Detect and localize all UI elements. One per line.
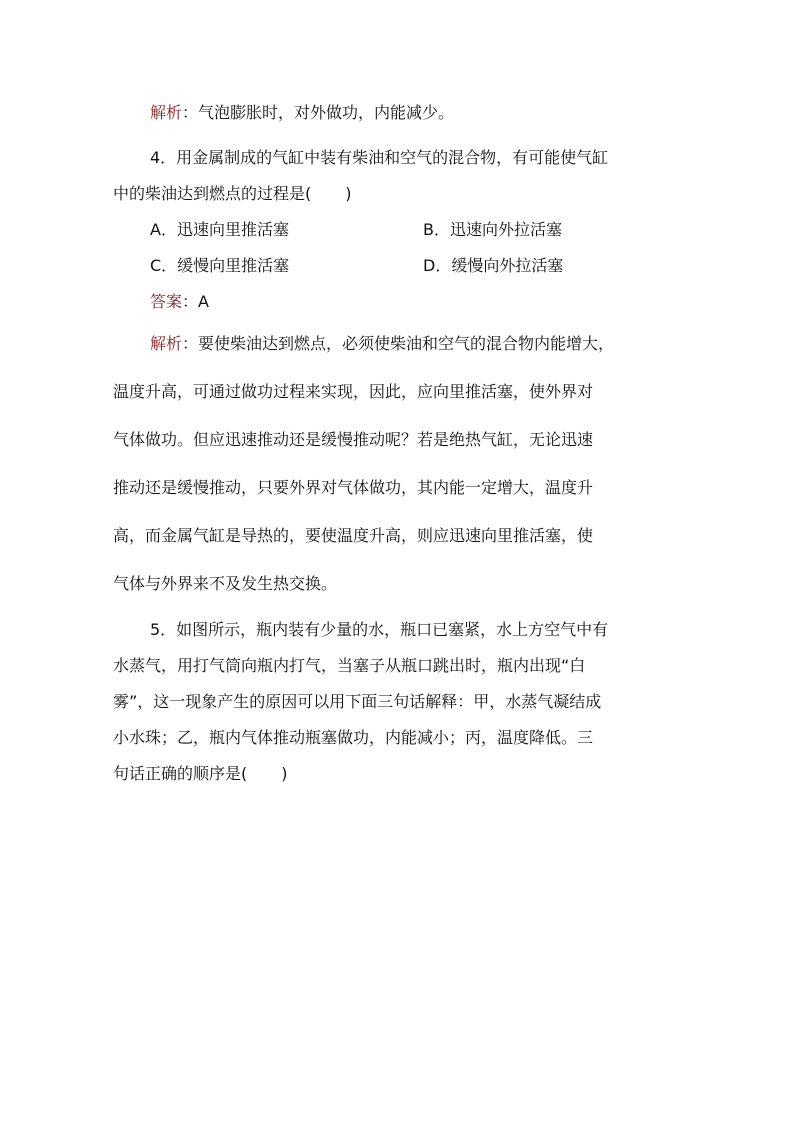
analysis-q4-line-1	[150, 334, 614, 354]
question-5-stem-end: 句话正确的顺序是(	[113, 764, 248, 783]
analysis-q4-line-5: 高，而金属气缸是导热的，要使温度升高，则应迅速向里推活塞，使	[113, 526, 594, 545]
analysis-q4-line-3: 气体做功。但应迅速推动还是缓慢推动呢？若是绝热气缸，无论迅速	[113, 430, 594, 449]
option-d: D．缓慢向外拉活塞	[423, 256, 564, 275]
answer-line	[150, 292, 209, 312]
analysis-text: 气泡膨胀时，对外做功，内能减少。	[198, 103, 455, 122]
question-5-paren-close: )	[281, 764, 288, 783]
analysis-q4-line-2: 温度升高，可通过做功过程来实现，因此，应向里推活塞，使外界对	[113, 382, 594, 401]
question-5-line-4: 小水珠；乙，瓶内气体推动瓶塞做功，内能减小；丙，温度降低。三	[113, 728, 594, 747]
option-c: C．缓慢向里推活塞	[150, 256, 290, 275]
answer-value: A	[198, 292, 209, 311]
question-4-line-2	[113, 184, 352, 204]
question-5-line-5	[113, 764, 288, 784]
answer-label: 答案	[150, 292, 183, 311]
analysis-separator: ：	[182, 334, 199, 353]
analysis-q4-line-4: 推动还是缓慢推动，只要外界对气体做功，其内能一定增大，温度升	[113, 478, 594, 497]
option-a: A．迅速向里推活塞	[150, 220, 289, 239]
question-5-line-1: 5．如图所示，瓶内装有少量的水，瓶口已塞紧，水上方空气中有	[150, 620, 609, 639]
question-5-line-2: 水蒸气，用打气筒向瓶内打气，当塞子从瓶口跳出时，瓶内出现“白	[113, 656, 586, 675]
analysis-q4-line-6: 气体与外界来不及发生热交换。	[113, 574, 338, 593]
analysis-label: 解析	[150, 103, 183, 122]
analysis-separator: ：	[182, 103, 199, 122]
option-b: B．迅速向外拉活塞	[423, 220, 562, 239]
question-4-stem-end: 中的柴油达到燃点的过程是(	[113, 184, 312, 203]
question-4-line-1: 4．用金属制成的气缸中装有柴油和空气的混合物，有可能使气缸	[150, 148, 609, 167]
analysis-q3-line	[150, 103, 454, 123]
question-5-line-3: 雾”，这一现象产生的原因可以用下面三句话解释：甲，水蒸气凝结成	[113, 692, 602, 711]
analysis-label: 解析	[150, 334, 183, 353]
analysis-text: 要使柴油达到燃点，必须使柴油和空气的混合物内能增大，	[198, 334, 615, 353]
question-4-paren-close: )	[345, 184, 352, 203]
answer-separator: ：	[182, 292, 199, 311]
